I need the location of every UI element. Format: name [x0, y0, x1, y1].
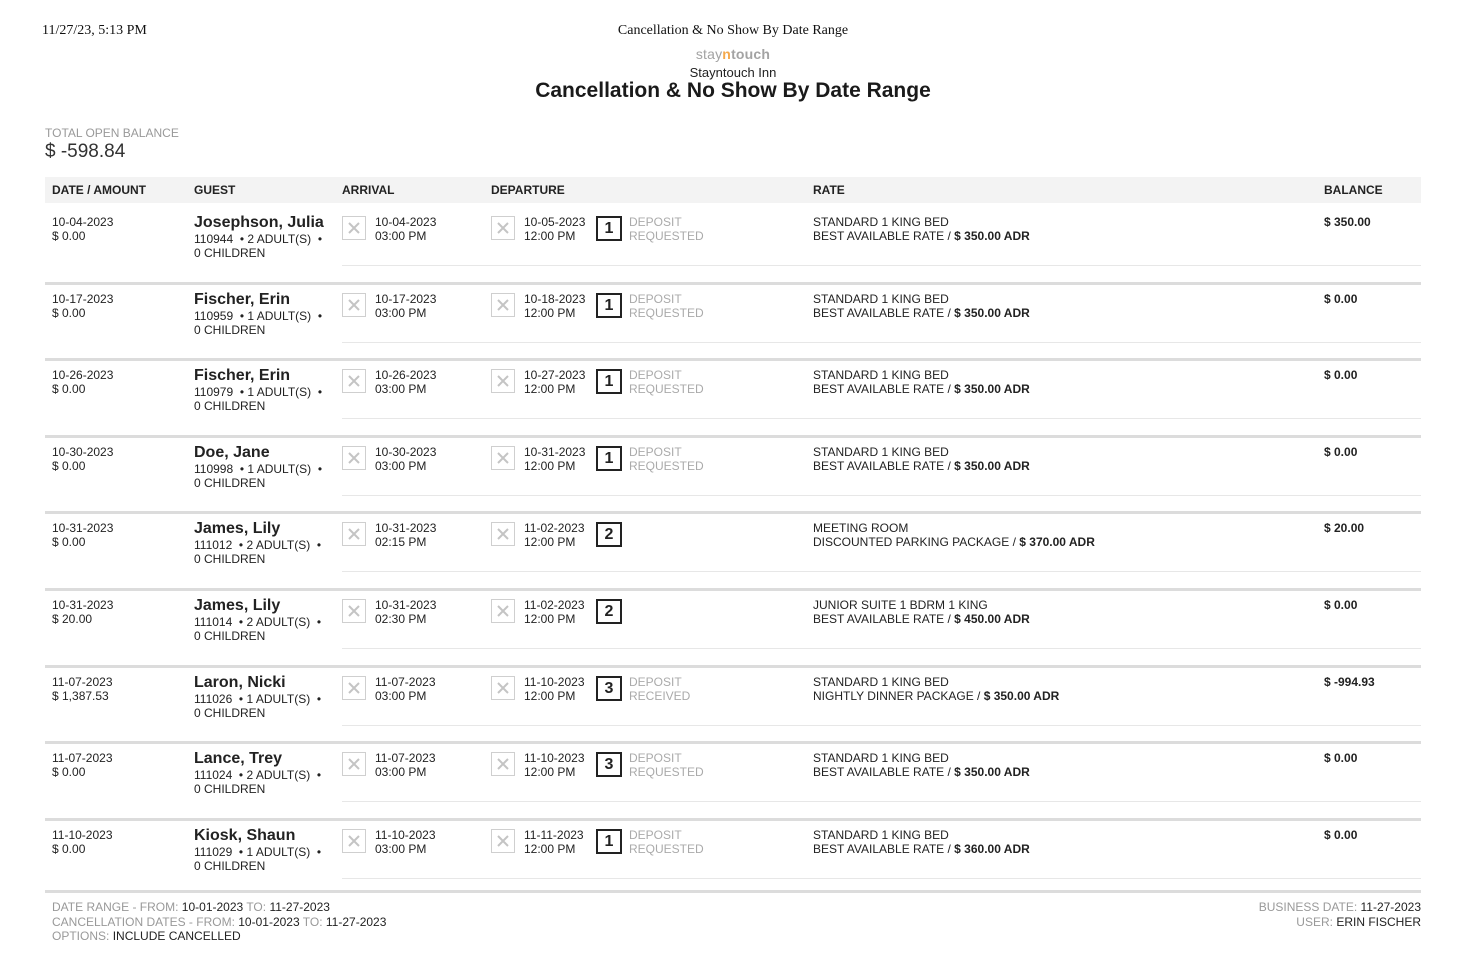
- cancel-date: 10-30-2023: [52, 444, 114, 459]
- arrival-cell: [375, 445, 436, 473]
- brand-part-2: n: [722, 46, 732, 62]
- guest-name: Doe, Jane: [194, 443, 270, 461]
- arrival-time: 03:00 PM: [375, 229, 427, 243]
- room-type: STANDARD 1 KING BED: [813, 751, 949, 766]
- deposit-status: [629, 368, 704, 396]
- confirmation-number: 111026: [194, 691, 233, 706]
- room-type: JUNIOR SUITE 1 BDRM 1 KING: [813, 598, 988, 612]
- table-row: [45, 820, 1421, 897]
- table-row: [45, 284, 1421, 361]
- departure-date: 10-18-2023: [524, 291, 586, 306]
- date-range-label: DATE RANGE - FROM:: [52, 900, 179, 914]
- confirmation-number: 110998: [194, 461, 234, 476]
- room-type: MEETING ROOM: [813, 521, 909, 536]
- cancellation-dates-label: CANCELLATION DATES - FROM:: [52, 914, 235, 929]
- row-inner-divider: [342, 342, 1421, 343]
- nights-badge: 3: [596, 752, 622, 777]
- confirmation-number: 110944: [194, 232, 234, 246]
- departure-date: 10-31-2023: [524, 444, 586, 459]
- date-amount-cell: [52, 598, 113, 626]
- deposit-status-line-1: DEPOSIT: [629, 674, 682, 689]
- rate-cell: [813, 215, 1030, 243]
- children-count: 0 CHILDREN: [194, 858, 266, 873]
- rate-cell: [813, 445, 1030, 473]
- rate-name: BEST AVAILABLE RATE /: [813, 765, 955, 780]
- cancel-amount: $ 1,387.53: [52, 688, 109, 703]
- date-amount-cell: [52, 751, 113, 779]
- deposit-status: [629, 215, 704, 243]
- cancel-date: 11-10-2023: [52, 827, 113, 842]
- adults-count: 1 ADULT(S): [247, 308, 312, 323]
- nights-badge: 3: [596, 676, 622, 701]
- arrival-date: 10-30-2023: [375, 444, 437, 459]
- balance-cell: $ 0.00: [1324, 444, 1358, 459]
- arrival-status-x-icon: [342, 676, 366, 700]
- deposit-status-line-1: DEPOSIT: [629, 368, 682, 383]
- nights-badge: 2: [596, 599, 622, 624]
- departure-status-x-icon: [491, 599, 515, 623]
- arrival-cell: [375, 828, 436, 856]
- confirmation-number: 111029: [194, 844, 233, 859]
- brand-part-1: stay: [695, 46, 723, 62]
- row-divider: [45, 435, 1421, 438]
- cancellation-to-label: TO:: [302, 914, 323, 929]
- departure-time: 12:00 PM: [524, 458, 576, 473]
- confirmation-number: 111014: [194, 615, 233, 629]
- deposit-status-line-1: DEPOSIT: [629, 215, 682, 229]
- rate-adr: $ 350.00 ADR: [954, 765, 1030, 780]
- guest-name: Kiosk, Shaun: [194, 826, 296, 844]
- room-type: STANDARD 1 KING BED: [813, 368, 949, 383]
- departure-cell: [524, 675, 585, 703]
- table-row: [45, 360, 1421, 437]
- date-range-from: 10-01-2023: [181, 900, 244, 914]
- date-amount-cell: [52, 521, 113, 549]
- arrival-status-x-icon: [342, 752, 366, 776]
- deposit-status: [629, 751, 704, 779]
- guest-cell: Josephson, Julia 110944 • 2 ADULT(S) • 0 CHILDREN: [194, 214, 339, 260]
- table-row: [45, 437, 1421, 514]
- departure-cell: [524, 521, 585, 549]
- cancel-amount: $ 20.00: [52, 612, 93, 626]
- departure-status-x-icon: [491, 369, 515, 393]
- departure-status-x-icon: [491, 676, 515, 700]
- cancel-amount: $ 0.00: [52, 382, 86, 397]
- row-inner-divider: [342, 571, 1421, 572]
- rate-adr: $ 350.00 ADR: [954, 305, 1030, 320]
- departure-time: 12:00 PM: [524, 305, 576, 320]
- departure-date: 11-02-2023: [524, 521, 585, 536]
- date-amount-cell: [52, 828, 113, 856]
- arrival-date: 10-17-2023: [375, 291, 437, 306]
- nights-badge: 1: [596, 216, 622, 241]
- arrival-status-x-icon: [342, 599, 366, 623]
- adults-count: 2 ADULT(S): [246, 768, 311, 783]
- adults-count: 2 ADULT(S): [247, 232, 312, 246]
- arrival-status-x-icon: [342, 369, 366, 393]
- departure-status-x-icon: [491, 446, 515, 470]
- departure-status-x-icon: [491, 522, 515, 546]
- date-amount-cell: [52, 675, 113, 703]
- departure-time: 12:00 PM: [524, 612, 576, 626]
- children-count: 0 CHILDREN: [194, 552, 266, 567]
- guest-cell: Kiosk, Shaun 111029 • 1 ADULT(S) • 0 CHILDREN: [194, 827, 339, 873]
- departure-date: 11-10-2023: [524, 674, 585, 689]
- col-rate: RATE: [813, 183, 845, 197]
- deposit-status-line-2: REQUESTED: [629, 841, 704, 856]
- date-amount-cell: [52, 215, 113, 243]
- rate-cell: [813, 368, 1030, 396]
- rate-cell: [813, 598, 1030, 626]
- balance-cell: $ 0.00: [1324, 751, 1358, 766]
- balance-cell: $ 0.00: [1324, 291, 1358, 306]
- rate-name: NIGHTLY DINNER PACKAGE /: [813, 688, 984, 703]
- row-inner-divider: [342, 495, 1421, 496]
- nights-badge: 1: [596, 446, 622, 471]
- deposit-status-line-2: REQUESTED: [629, 382, 704, 397]
- confirmation-number: 111012: [194, 538, 233, 553]
- arrival-cell: [375, 215, 436, 243]
- confirmation-number: 111024: [194, 768, 233, 783]
- arrival-date: 11-07-2023: [375, 674, 436, 689]
- print-header: [0, 23, 1466, 43]
- rate-name: BEST AVAILABLE RATE /: [813, 229, 955, 243]
- row-divider: [45, 588, 1421, 591]
- departure-status-x-icon: [491, 293, 515, 317]
- arrival-cell: [375, 751, 436, 779]
- rate-name: BEST AVAILABLE RATE /: [813, 458, 955, 473]
- cancel-amount: $ 0.00: [52, 458, 86, 473]
- row-inner-divider: [342, 648, 1421, 649]
- date-amount-cell: [52, 368, 113, 396]
- guest-cell: Doe, Jane 110998 • 1 ADULT(S) • 0 CHILDREN: [194, 444, 339, 490]
- departure-cell: [524, 215, 585, 243]
- table-row: [45, 207, 1421, 284]
- rate-cell: [813, 521, 1095, 549]
- date-amount-cell: [52, 292, 113, 320]
- cancel-amount: $ 0.00: [52, 229, 86, 243]
- rate-adr: $ 350.00 ADR: [954, 458, 1030, 473]
- arrival-date: 10-04-2023: [375, 215, 437, 229]
- cancellation-from: 10-01-2023: [238, 914, 300, 929]
- report-meta: [1259, 900, 1421, 929]
- children-count: 0 CHILDREN: [194, 705, 266, 720]
- deposit-status-line-2: REQUESTED: [629, 765, 704, 780]
- row-divider: [45, 818, 1421, 821]
- nights-badge: 1: [596, 293, 622, 318]
- nights-badge: 1: [596, 369, 622, 394]
- report-filters: [52, 900, 386, 944]
- date-range-to: 11-27-2023: [269, 900, 330, 914]
- deposit-status-line-2: REQUESTED: [629, 458, 704, 473]
- arrival-time: 02:15 PM: [375, 535, 427, 550]
- arrival-date: 11-07-2023: [375, 751, 436, 766]
- guest-name: Fischer, Erin: [194, 367, 291, 385]
- balance-cell: $ 0.00: [1324, 598, 1358, 612]
- departure-time: 12:00 PM: [524, 841, 576, 856]
- deposit-status: [629, 675, 690, 703]
- rate-cell: [813, 675, 1059, 703]
- cancel-amount: $ 0.00: [52, 841, 86, 856]
- cancel-date: 10-26-2023: [52, 368, 114, 383]
- report-title: Cancellation & No Show By Date Range: [535, 79, 931, 102]
- children-count: 0 CHILDREN: [194, 629, 266, 643]
- cancel-amount: $ 0.00: [52, 765, 86, 780]
- row-divider: [45, 741, 1421, 744]
- nights-badge: 1: [596, 829, 622, 854]
- arrival-date: 10-31-2023: [375, 598, 437, 612]
- table-row: [45, 743, 1421, 820]
- room-type: STANDARD 1 KING BED: [813, 827, 949, 842]
- rate-adr: $ 360.00 ADR: [954, 841, 1030, 856]
- arrival-time: 03:00 PM: [375, 305, 427, 320]
- rate-adr: $ 450.00 ADR: [954, 612, 1030, 626]
- rate-cell: [813, 828, 1030, 856]
- total-open-balance-value: $ -598.84: [45, 141, 126, 162]
- departure-cell: [524, 828, 584, 856]
- room-type: STANDARD 1 KING BED: [813, 444, 949, 459]
- departure-time: 12:00 PM: [524, 765, 576, 780]
- balance-cell: $ -994.93: [1324, 674, 1375, 689]
- brand-logo: [0, 46, 1466, 62]
- arrival-date: 10-31-2023: [375, 521, 437, 536]
- deposit-status-line-1: DEPOSIT: [629, 291, 682, 306]
- row-divider: [45, 511, 1421, 514]
- departure-cell: [524, 751, 585, 779]
- guest-cell: Fischer, Erin 110959 • 1 ADULT(S) • 0 CHILDREN: [194, 291, 339, 337]
- rate-adr: $ 350.00 ADR: [983, 688, 1060, 703]
- rate-cell: [813, 751, 1030, 779]
- children-count: 0 CHILDREN: [194, 782, 266, 797]
- departure-date: 10-05-2023: [524, 215, 586, 229]
- col-departure: DEPARTURE: [491, 183, 565, 197]
- arrival-cell: [375, 292, 436, 320]
- arrival-cell: [375, 598, 436, 626]
- arrival-cell: [375, 521, 436, 549]
- business-date-label: BUSINESS DATE:: [1258, 900, 1358, 914]
- arrival-status-x-icon: [342, 293, 366, 317]
- cancel-amount: $ 0.00: [52, 535, 86, 550]
- date-amount-cell: [52, 445, 113, 473]
- divider: [45, 890, 1421, 893]
- table-row: [45, 667, 1421, 744]
- business-date: 11-27-2023: [1360, 900, 1421, 914]
- rate-name: DISCOUNTED PARKING PACKAGE /: [813, 535, 1020, 550]
- cancel-date: 11-07-2023: [52, 751, 113, 766]
- table-row: [45, 513, 1421, 590]
- deposit-status: [629, 292, 704, 320]
- guest-cell: James, Lily 111012 • 2 ADULT(S) • 0 CHILDREN: [194, 520, 339, 566]
- departure-cell: [524, 292, 585, 320]
- rate-adr: $ 350.00 ADR: [954, 382, 1030, 397]
- guest-name: Laron, Nicki: [194, 673, 286, 691]
- guest-name: Lance, Trey: [194, 750, 283, 768]
- departure-time: 12:00 PM: [524, 229, 576, 243]
- table-row: [45, 590, 1421, 667]
- date-range-to-label: TO:: [246, 900, 267, 914]
- departure-status-x-icon: [491, 829, 515, 853]
- nights-badge: 2: [596, 522, 622, 547]
- cancel-date: 10-31-2023: [52, 598, 114, 612]
- arrival-time: 03:00 PM: [375, 841, 427, 856]
- guest-cell: James, Lily 111014 • 2 ADULT(S) • 0 CHILDREN: [194, 597, 339, 643]
- guest-cell: Fischer, Erin 110979 • 1 ADULT(S) • 0 CHILDREN: [194, 367, 339, 413]
- cancel-amount: $ 0.00: [52, 305, 86, 320]
- guest-name: Fischer, Erin: [194, 290, 291, 308]
- departure-status-x-icon: [491, 752, 515, 776]
- col-arrival: ARRIVAL: [342, 183, 395, 197]
- arrival-time: 03:00 PM: [375, 382, 427, 397]
- row-inner-divider: [342, 801, 1421, 802]
- rate-adr: $ 350.00 ADR: [954, 229, 1030, 243]
- arrival-time: 03:00 PM: [375, 688, 427, 703]
- row-inner-divider: [342, 725, 1421, 726]
- col-guest: GUEST: [194, 183, 236, 197]
- departure-cell: [524, 598, 585, 626]
- brand-part-3: touch: [731, 46, 771, 62]
- row-inner-divider: [342, 265, 1421, 266]
- deposit-status-line-1: DEPOSIT: [629, 827, 682, 842]
- adults-count: 1 ADULT(S): [246, 691, 311, 706]
- departure-cell: [524, 445, 585, 473]
- departure-date: 11-10-2023: [524, 751, 585, 766]
- cancellation-to: 11-27-2023: [325, 914, 387, 929]
- deposit-status-line-2: REQUESTED: [629, 305, 704, 320]
- children-count: 0 CHILDREN: [194, 322, 266, 337]
- guest-name: Josephson, Julia: [194, 214, 324, 231]
- print-datetime: 11/27/23, 5:13 PM: [42, 23, 147, 38]
- adults-count: 2 ADULT(S): [246, 615, 311, 629]
- arrival-status-x-icon: [342, 522, 366, 546]
- children-count: 0 CHILDREN: [194, 246, 266, 260]
- guest-name: James, Lily: [194, 597, 281, 614]
- deposit-status: [629, 445, 704, 473]
- departure-date: 11-11-2023: [524, 827, 584, 842]
- departure-time: 12:00 PM: [524, 688, 576, 703]
- user-name: ERIN FISCHER: [1336, 914, 1421, 929]
- guest-cell: Laron, Nicki 111026 • 1 ADULT(S) • 0 CHILDREN: [194, 674, 339, 720]
- cancel-date: 10-31-2023: [52, 521, 114, 536]
- options-value: INCLUDE CANCELLED: [112, 929, 241, 943]
- guest-cell: Lance, Trey 111024 • 2 ADULT(S) • 0 CHILDREN: [194, 750, 339, 796]
- deposit-status-line-2: REQUESTED: [629, 229, 704, 243]
- departure-date: 11-02-2023: [524, 598, 585, 612]
- cancel-date: 10-04-2023: [52, 215, 114, 229]
- row-divider: [45, 358, 1421, 361]
- adults-count: 1 ADULT(S): [247, 461, 312, 476]
- confirmation-number: 110979: [194, 385, 234, 400]
- balance-cell: $ 20.00: [1324, 521, 1365, 536]
- adults-count: 2 ADULT(S): [246, 538, 311, 553]
- arrival-time: 03:00 PM: [375, 458, 427, 473]
- hotel-name: Stayntouch Inn: [689, 65, 777, 80]
- arrival-status-x-icon: [342, 446, 366, 470]
- total-open-balance-label: TOTAL OPEN BALANCE: [45, 126, 179, 140]
- row-inner-divider: [342, 878, 1421, 879]
- room-type: STANDARD 1 KING BED: [813, 291, 949, 306]
- rate-name: BEST AVAILABLE RATE /: [813, 305, 955, 320]
- adults-count: 1 ADULT(S): [247, 385, 312, 400]
- departure-time: 12:00 PM: [524, 535, 576, 550]
- col-date-amount: DATE / AMOUNT: [52, 183, 146, 197]
- confirmation-number: 110959: [194, 308, 234, 323]
- arrival-status-x-icon: [342, 216, 366, 240]
- balance-cell: $ 0.00: [1324, 827, 1358, 842]
- adults-count: 1 ADULT(S): [246, 844, 311, 859]
- rate-name: BEST AVAILABLE RATE /: [813, 612, 955, 626]
- arrival-date: 10-26-2023: [375, 368, 437, 383]
- deposit-status-line-2: RECEIVED: [629, 688, 691, 703]
- rate-cell: [813, 292, 1030, 320]
- departure-status-x-icon: [491, 216, 515, 240]
- guest-name: James, Lily: [194, 520, 281, 538]
- rate-name: BEST AVAILABLE RATE /: [813, 841, 955, 856]
- deposit-status: [629, 828, 704, 856]
- deposit-status-line-1: DEPOSIT: [629, 751, 682, 766]
- cancel-date: 11-07-2023: [52, 674, 113, 689]
- print-title: Cancellation & No Show By Date Range: [617, 23, 849, 38]
- arrival-status-x-icon: [342, 829, 366, 853]
- balance-cell: $ 350.00: [1324, 215, 1371, 229]
- deposit-status-line-1: DEPOSIT: [629, 444, 682, 459]
- row-divider: [45, 665, 1421, 668]
- children-count: 0 CHILDREN: [194, 399, 266, 414]
- rate-adr: $ 370.00 ADR: [1019, 535, 1095, 550]
- table-header: [45, 177, 1421, 203]
- arrival-cell: [375, 675, 436, 703]
- departure-time: 12:00 PM: [524, 382, 576, 397]
- departure-date: 10-27-2023: [524, 368, 586, 383]
- col-balance: BALANCE: [1324, 183, 1383, 197]
- balance-cell: $ 0.00: [1324, 368, 1358, 383]
- children-count: 0 CHILDREN: [194, 475, 266, 490]
- departure-cell: [524, 368, 585, 396]
- room-type: STANDARD 1 KING BED: [813, 215, 949, 229]
- arrival-time: 02:30 PM: [375, 612, 427, 626]
- rate-name: BEST AVAILABLE RATE /: [813, 382, 955, 397]
- arrival-cell: [375, 368, 436, 396]
- row-divider: [45, 282, 1421, 285]
- arrival-date: 11-10-2023: [375, 827, 436, 842]
- user-label: USER:: [1296, 914, 1333, 929]
- room-type: STANDARD 1 KING BED: [813, 674, 949, 689]
- arrival-time: 03:00 PM: [375, 765, 427, 780]
- row-inner-divider: [342, 418, 1421, 419]
- cancel-date: 10-17-2023: [52, 291, 114, 306]
- options-label: OPTIONS:: [52, 929, 110, 943]
